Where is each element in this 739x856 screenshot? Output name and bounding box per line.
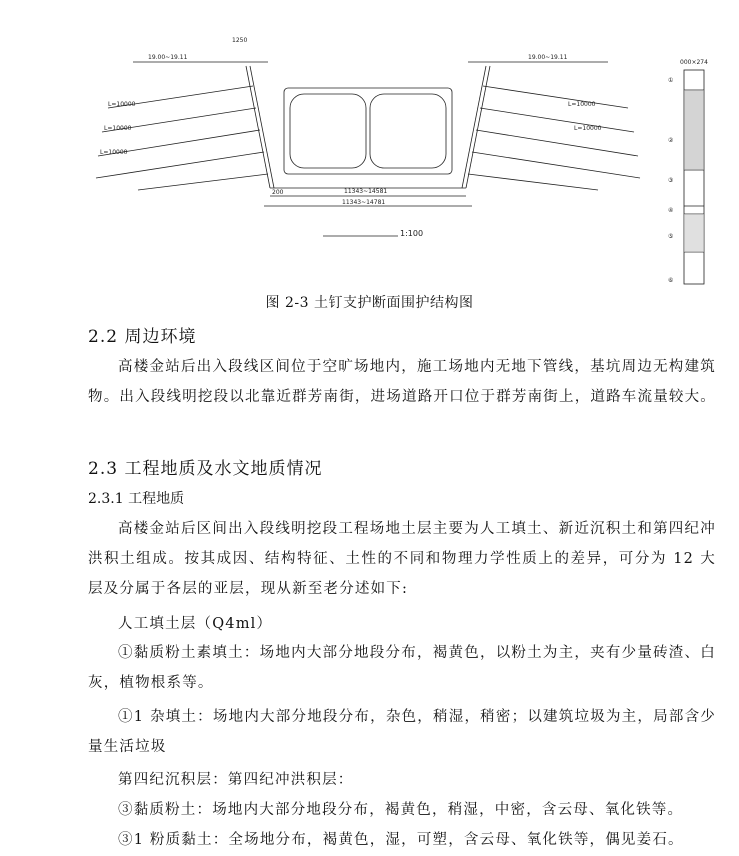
layer-3-1-desc: ③1 粉质黏土：全场地分布，褐黄色，湿，可塑，含云母、氧化铁等，偶见姜石。 (118, 832, 684, 848)
layer-1-1-desc: ①1 杂填土：场地内大部分地段分布，杂色，稍湿，稍密；以建筑垃圾为主，局部含少量生活垃圾 (88, 709, 716, 755)
legend-6: ⑥ (668, 277, 674, 284)
layer-3-desc: ③黏质粉土：场地内大部分地段分布，褐黄色，稍湿，中密，含云母、氧化铁等。 (118, 802, 684, 818)
para-2-3-1: 高楼金站后区间出入段线明挖段工程场地土层主要为人工填土、新近沉积土和第四纪冲洪积土组成。按其成因、结构特征、土性的不同和物理力学性质上的差异，可分为 12 大层及分属于各层的亚层，现从新至老分述如下: (88, 521, 716, 597)
quaternary-heading: 第四纪沉积层：第四纪冲洪积层： (118, 772, 354, 788)
anchor-label-3: L=10000 (100, 149, 128, 156)
heading-2-3-1: 2.3.1 工程地质 (88, 491, 185, 507)
anchor-label-1: L=10000 (108, 101, 136, 108)
anchor-label-2: L=10000 (104, 125, 132, 132)
dim-elev-left: 19.00~19.11 (148, 54, 188, 61)
legend-2: ② (668, 137, 674, 144)
anchor-label-4: L=10000 (568, 101, 596, 108)
dim-elev-right: 19.00~19.11 (528, 54, 568, 61)
section-drawing (88, 30, 718, 292)
legend-4: ④ (668, 207, 674, 214)
fill-layer-heading: 人工填土层（Q4ml） (118, 616, 273, 632)
figure-caption: 图 2-3 土钉支护断面围护结构图 (265, 295, 474, 311)
legend-top: 000×274 (680, 59, 708, 66)
heading-2-2: 2.2 周边环境 (88, 327, 197, 347)
dim-inner: 11343~14581 (344, 188, 388, 195)
scale-note: 1:100 (400, 229, 424, 238)
dim-width-label: 1250 (232, 37, 248, 44)
heading-2-3: 2.3 工程地质及水文地质情况 (88, 459, 323, 479)
dim-outer: 11343~14781 (342, 199, 386, 206)
cross-section-figure (88, 30, 718, 292)
layer-1-desc: ①黏质粉土素填土：场地内大部分地段分布，褐黄色，以粉土为主，夹有少量砖渣、白灰，植物根系等。 (88, 645, 716, 691)
anchor-label-5: L=10000 (574, 125, 602, 132)
dim-edge: 200 (272, 189, 284, 196)
legend-5: ⑤ (668, 233, 674, 240)
para-2-2: 高楼金站后出入段线区间位于空旷场地内，施工场地内无地下管线，基坑周边无构建筑物。出入段线明挖段以北靠近群芳南街，进场道路开口位于群芳南街上，道路车流量较大。 (88, 359, 716, 405)
legend-3: ③ (668, 177, 674, 184)
legend-1: ① (668, 77, 674, 84)
